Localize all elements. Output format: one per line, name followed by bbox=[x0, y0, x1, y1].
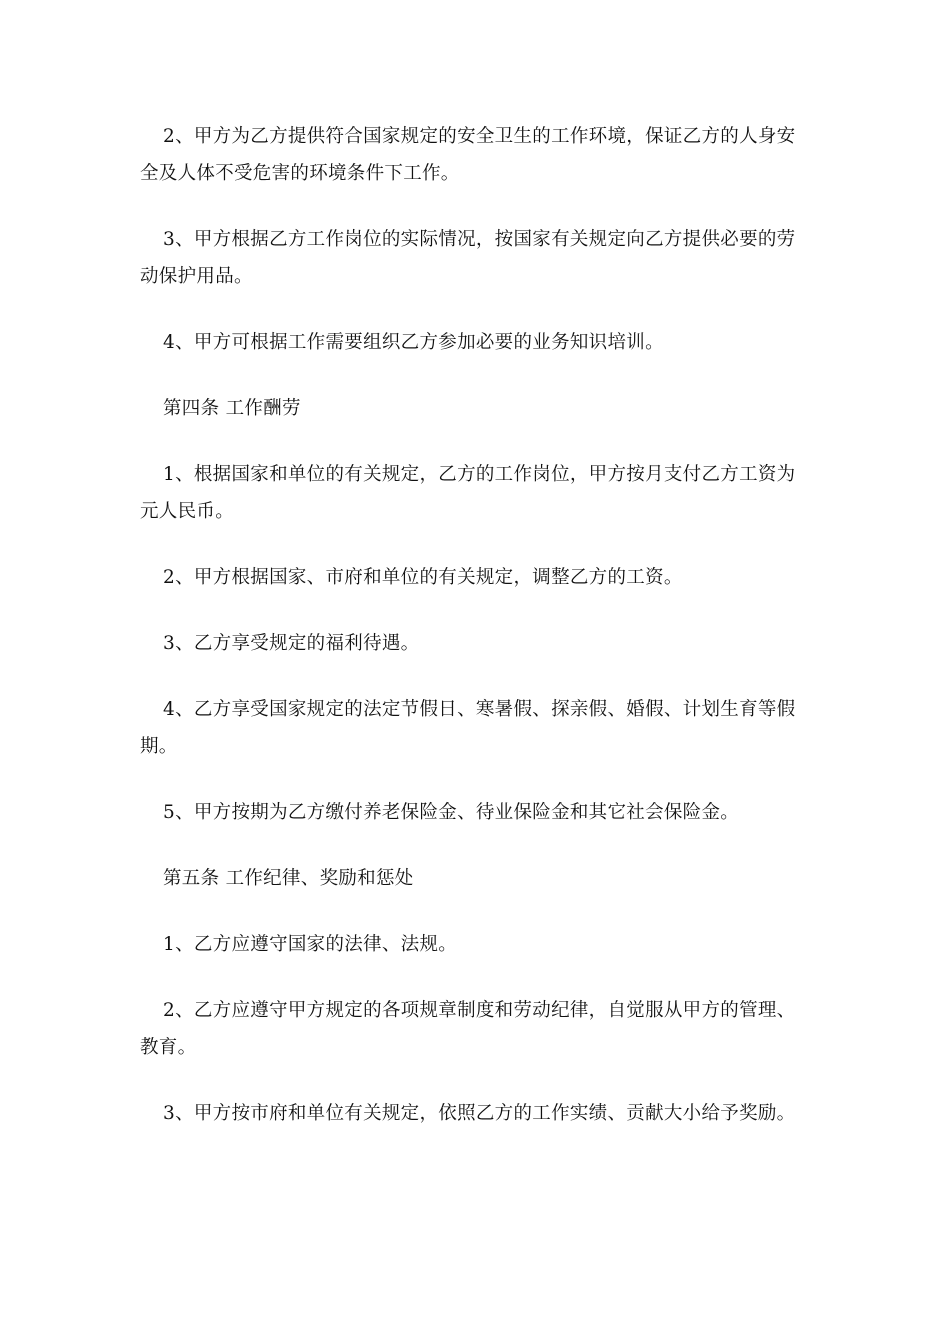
clause-item: 3、乙方享受规定的福利待遇。 bbox=[163, 633, 420, 654]
document-body bbox=[140, 118, 812, 1161]
clause-item: 1、乙方应遵守国家的法律、法规。 bbox=[163, 934, 458, 955]
clause-item: 1、根据国家和单位的有关规定，乙方的工作岗位，甲方按月支付乙方工资为元人民币。 bbox=[140, 464, 796, 522]
clause-item: 4、乙方享受国家规定的法定节假日、寒暑假、探亲假、婚假、计划生育等假期。 bbox=[140, 699, 796, 757]
clause-item: 3、甲方根据乙方工作岗位的实际情况，按国家有关规定向乙方提供必要的劳动保护用品。 bbox=[140, 229, 796, 287]
clause-item: 2、乙方应遵守甲方规定的各项规章制度和劳动纪律，自觉服从甲方的管理、教育。 bbox=[140, 1000, 796, 1058]
clause-item: 2、甲方根据国家、市府和单位的有关规定，调整乙方的工资。 bbox=[163, 567, 683, 588]
clause-item: 2、甲方为乙方提供符合国家规定的安全卫生的工作环境，保证乙方的人身安全及人体不受危害的环境条件下工作。 bbox=[140, 126, 796, 184]
clause-item: 4、甲方可根据工作需要组织乙方参加必要的业务知识培训。 bbox=[163, 332, 664, 353]
article-heading: 第五条 工作纪律、奖励和惩处 bbox=[163, 868, 414, 889]
clause-item: 5、甲方按期为乙方缴付养老保险金、待业保险金和其它社会保险金。 bbox=[163, 802, 740, 823]
clause-item: 3、甲方按市府和单位有关规定，依照乙方的工作实绩、贡献大小给予奖励。 bbox=[163, 1103, 796, 1124]
article-heading: 第四条 工作酬劳 bbox=[163, 398, 301, 419]
